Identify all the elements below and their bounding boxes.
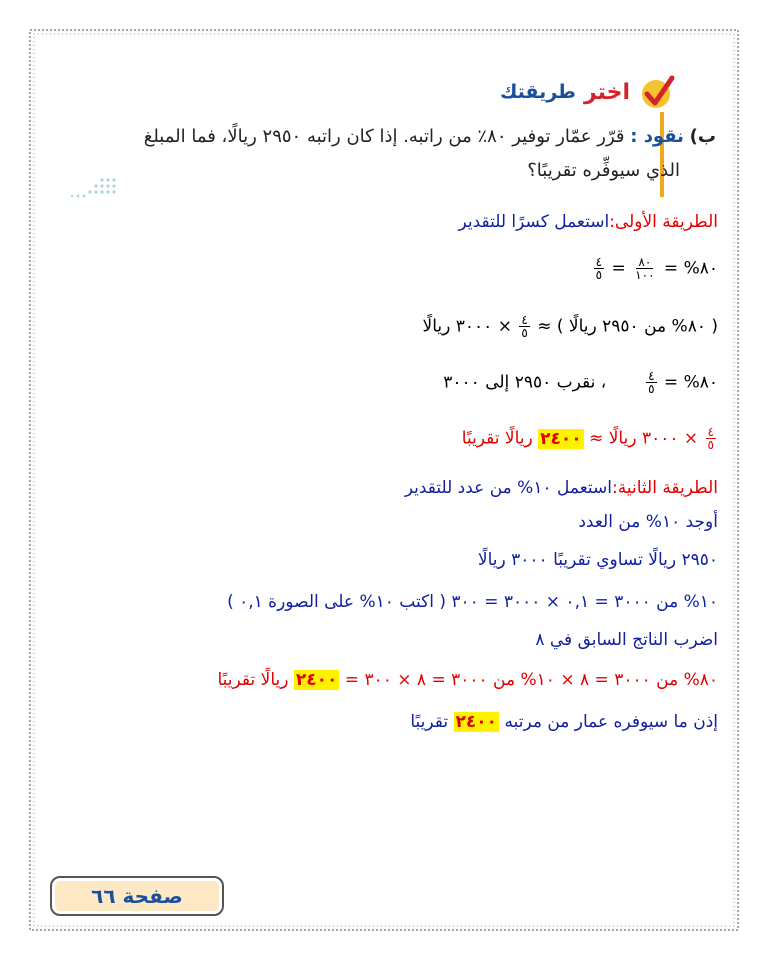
- line6-a: إذن ما سيوفره عمار من مرتبه: [504, 712, 718, 732]
- fraction: [633, 256, 656, 281]
- page-number-label: صفحة ٦٦: [91, 884, 183, 908]
- line6-b: تقريبًا: [410, 712, 449, 732]
- method2-heading: [405, 478, 718, 498]
- method1-eq4: [462, 426, 718, 451]
- fraction-numerator: ٤: [595, 255, 603, 269]
- method2-line-2: ٢٩٥٠ ريالًا تساوي تقريبًا ٣٠٠٠ ريالًا: [477, 550, 718, 570]
- fraction-numerator: ٤: [648, 369, 655, 383]
- fraction-numerator: ٤: [521, 313, 528, 327]
- line5-a: ٨٠% من ٣٠٠٠ = ٨ × ١٠% من ٣٠٠٠ = ٨ × ٣٠٠ =: [344, 670, 718, 690]
- problem-text-2: الذي سيوفِّره تقريبًا؟: [527, 160, 680, 181]
- highlighted-result: ٢٤٠٠: [540, 428, 582, 449]
- highlighted-result: ٢٤٠٠: [455, 712, 498, 732]
- problem-line-1: [144, 126, 716, 147]
- method1-eq3: [443, 370, 718, 395]
- eq3-left: ٨٠% =: [663, 372, 718, 393]
- line5-b: ريالًا تقريبًا: [217, 670, 289, 690]
- method2-title: الطريقة الثانية:: [612, 478, 718, 498]
- eq4-mid: × ٣٠٠٠ ريالًا ≈: [589, 428, 699, 449]
- eq2-right: × ٣٠٠٠ ريالًا: [422, 316, 512, 337]
- fraction-numerator: ٨٠: [638, 255, 652, 269]
- problem-keyword: نقود :: [630, 126, 684, 147]
- method2-line-6: [410, 712, 718, 732]
- method2-desc: استعمل ١٠% من عدد للتقدير: [404, 478, 612, 498]
- method2-line-4: اضرب الناتج السابق في ٨: [535, 630, 718, 650]
- highlighted-result: ٢٤٠٠: [295, 670, 338, 690]
- eq2-left: ( ٨٠% من ٢٩٥٠ ريالًا ) ≈: [537, 316, 718, 337]
- problem-label: ب): [689, 126, 716, 147]
- fraction: [706, 426, 716, 451]
- fraction-denominator: ٥: [521, 326, 528, 340]
- method2-line-1: أوجد ١٠% من العدد: [578, 512, 718, 532]
- method1-heading: [458, 212, 718, 232]
- fraction: [594, 256, 604, 281]
- eq1-left: ٨٠%: [683, 258, 718, 279]
- fraction-denominator: ٥: [595, 268, 603, 282]
- method1-desc: استعمل كسرًا للتقدير: [458, 212, 610, 232]
- page-number-badge: [50, 876, 224, 916]
- method1-title: الطريقة الأولى:: [609, 212, 718, 232]
- method2-line-5: [217, 670, 718, 690]
- method1-eq2: [423, 314, 718, 339]
- decorative-dots: [40, 176, 120, 198]
- fraction: [519, 314, 529, 339]
- fraction: [646, 370, 656, 395]
- fraction-denominator: ٥: [648, 382, 655, 396]
- method2-line-3: ١٠% من ٣٠٠٠ = ٠,١ × ٣٠٠٠ = ٣٠٠ ( اكتب ١٠% على الصورة ٠,١ ): [227, 592, 718, 612]
- eq3-right: ، نقرب ٢٩٥٠ إلى ٣٠٠٠: [443, 372, 607, 393]
- header-title-a: اختر: [583, 79, 630, 105]
- method1-eq1: ٨٠% = $\frac{٨٠}{١٠٠}$ = $\frac{٤}{٥}$: [595, 255, 718, 282]
- section-header: [500, 72, 678, 112]
- fraction-numerator: ٤: [707, 425, 714, 439]
- eq4-right: ريالًا تقريبًا: [461, 428, 533, 449]
- problem-line-2: [527, 160, 680, 181]
- fraction-denominator: ٥: [707, 438, 714, 452]
- fraction-denominator: ١٠٠: [635, 268, 655, 282]
- accent-bar: [660, 112, 664, 197]
- checkmark-icon: [638, 72, 678, 112]
- problem-text-1: قرّر عمّار توفير ٨٠٪ من راتبه. إذا كان راتبه ٢٩٥٠ ريالًا، فما المبلغ: [143, 126, 625, 147]
- header-title-b: طريقتك: [499, 81, 576, 103]
